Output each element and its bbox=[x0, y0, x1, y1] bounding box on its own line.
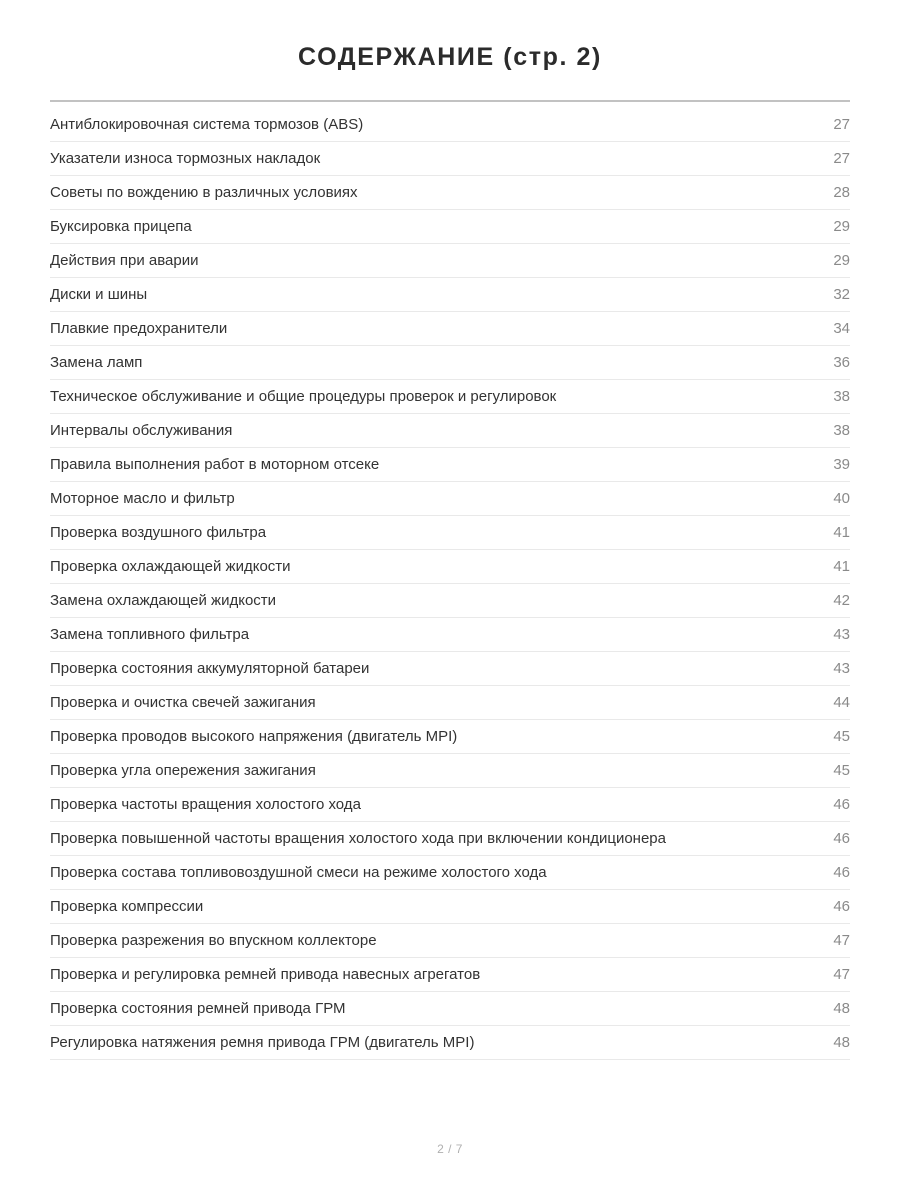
toc-entry-page-number: 34 bbox=[833, 320, 850, 337]
toc-entry-row[interactable] bbox=[50, 278, 850, 312]
toc-entry-title: Проверка и регулировка ремней привода навесных агрегатов bbox=[50, 966, 481, 983]
toc-entry-title: Проверка и очистка свечей зажигания bbox=[50, 694, 316, 711]
toc-entry-title: Проверка охлаждающей жидкости bbox=[50, 558, 291, 575]
toc-entry-title: Проверка повышенной частоты вращения холостого хода при включении кондиционера bbox=[50, 830, 666, 847]
toc-entry-title: Проверка частоты вращения холостого хода bbox=[50, 796, 361, 813]
toc-entry-page-number: 47 bbox=[833, 966, 850, 983]
toc-entry-row[interactable] bbox=[50, 142, 850, 176]
toc-entry-title: Моторное масло и фильтр bbox=[50, 490, 235, 507]
toc-entry-row[interactable] bbox=[50, 516, 850, 550]
toc-entry-row[interactable] bbox=[50, 312, 850, 346]
toc-entry-row[interactable] bbox=[50, 448, 850, 482]
toc-entry-page-number: 39 bbox=[833, 456, 850, 473]
toc-entry-row[interactable] bbox=[50, 652, 850, 686]
toc-entry-title: Проверка разрежения во впускном коллекторе bbox=[50, 932, 377, 949]
toc-entry-title: Проверка воздушного фильтра bbox=[50, 524, 267, 541]
toc-entry-title: Действия при аварии bbox=[50, 252, 199, 269]
toc-entry-page-number: 46 bbox=[833, 830, 850, 847]
page-footer: 2 / 7 bbox=[437, 1142, 463, 1156]
table-of-contents bbox=[50, 102, 850, 1060]
toc-entry-row[interactable] bbox=[50, 346, 850, 380]
toc-entry-page-number: 43 bbox=[833, 660, 850, 677]
toc-entry-row[interactable] bbox=[50, 102, 850, 142]
toc-entry-page-number: 38 bbox=[833, 388, 850, 405]
toc-entry-page-number: 46 bbox=[833, 796, 850, 813]
toc-entry-row[interactable] bbox=[50, 754, 850, 788]
toc-entry-row[interactable] bbox=[50, 414, 850, 448]
toc-entry-row[interactable] bbox=[50, 210, 850, 244]
toc-entry-page-number: 40 bbox=[833, 490, 850, 507]
toc-entry-page-number: 48 bbox=[833, 1034, 850, 1051]
toc-entry-page-number: 46 bbox=[833, 898, 850, 915]
toc-entry-page-number: 43 bbox=[833, 626, 850, 643]
toc-entry-page-number: 48 bbox=[833, 1000, 850, 1017]
toc-entry-page-number: 44 bbox=[833, 694, 850, 711]
toc-entry-page-number: 41 bbox=[833, 524, 850, 541]
toc-entry-title: Замена топливного фильтра bbox=[50, 626, 250, 643]
toc-entry-page-number: 47 bbox=[833, 932, 850, 949]
toc-entry-title: Проверка состояния аккумуляторной батареи bbox=[50, 660, 370, 677]
toc-entry-row[interactable] bbox=[50, 1026, 850, 1060]
toc-entry-page-number: 36 bbox=[833, 354, 850, 371]
toc-entry-title: Плавкие предохранители bbox=[50, 320, 228, 337]
toc-entry-row[interactable] bbox=[50, 176, 850, 210]
toc-entry-title: Проверка состава топливовоздушной смеси на режиме холостого хода bbox=[50, 864, 547, 881]
toc-entry-title: Советы по вождению в различных условиях bbox=[50, 184, 358, 201]
toc-entry-row[interactable] bbox=[50, 686, 850, 720]
toc-entry-page-number: 29 bbox=[833, 252, 850, 269]
toc-entry-row[interactable] bbox=[50, 550, 850, 584]
toc-entry-page-number: 27 bbox=[833, 116, 850, 133]
toc-entry-page-number: 38 bbox=[833, 422, 850, 439]
toc-entry-title: Проверка состояния ремней привода ГРМ bbox=[50, 1000, 346, 1017]
page-title: СОДЕРЖАНИЕ (стр. 2) bbox=[298, 43, 602, 71]
toc-entry-title: Техническое обслуживание и общие процедуры проверок и регулировок bbox=[50, 388, 557, 405]
toc-entry-title: Проверка компрессии bbox=[50, 898, 204, 915]
toc-entry-row[interactable] bbox=[50, 720, 850, 754]
toc-entry-row[interactable] bbox=[50, 856, 850, 890]
toc-entry-title: Проверка проводов высокого напряжения (двигатель MPI) bbox=[50, 728, 458, 745]
toc-entry-row[interactable] bbox=[50, 380, 850, 414]
toc-entry-title: Интервалы обслуживания bbox=[50, 422, 233, 439]
toc-entry-title: Проверка угла опережения зажигания bbox=[50, 762, 316, 779]
toc-entry-page-number: 45 bbox=[833, 728, 850, 745]
toc-entry-page-number: 28 bbox=[833, 184, 850, 201]
toc-entry-row[interactable] bbox=[50, 788, 850, 822]
toc-entry-row[interactable] bbox=[50, 822, 850, 856]
toc-entry-row[interactable] bbox=[50, 992, 850, 1026]
toc-entry-page-number: 27 bbox=[833, 150, 850, 167]
toc-entry-title: Антиблокировочная система тормозов (ABS) bbox=[50, 116, 364, 133]
toc-entry-title: Регулировка натяжения ремня привода ГРМ (двигатель MPI) bbox=[50, 1034, 475, 1051]
toc-entry-row[interactable] bbox=[50, 924, 850, 958]
toc-entry-title: Правила выполнения работ в моторном отсеке bbox=[50, 456, 380, 473]
toc-entry-row[interactable] bbox=[50, 482, 850, 516]
toc-entry-row[interactable] bbox=[50, 890, 850, 924]
toc-entry-row[interactable] bbox=[50, 618, 850, 652]
toc-entry-page-number: 42 bbox=[833, 592, 850, 609]
toc-entry-title: Указатели износа тормозных накладок bbox=[50, 150, 321, 167]
toc-entry-title: Замена ламп bbox=[50, 354, 143, 371]
toc-entry-page-number: 45 bbox=[833, 762, 850, 779]
toc-entry-page-number: 32 bbox=[833, 286, 850, 303]
toc-entry-page-number: 41 bbox=[833, 558, 850, 575]
toc-entry-title: Диски и шины bbox=[50, 286, 148, 303]
toc-entry-title: Замена охлаждающей жидкости bbox=[50, 592, 277, 609]
toc-entry-page-number: 46 bbox=[833, 864, 850, 881]
toc-entry-page-number: 29 bbox=[833, 218, 850, 235]
toc-entry-row[interactable] bbox=[50, 244, 850, 278]
toc-entry-row[interactable] bbox=[50, 958, 850, 992]
toc-entry-row[interactable] bbox=[50, 584, 850, 618]
toc-entry-title: Буксировка прицепа bbox=[50, 218, 192, 235]
